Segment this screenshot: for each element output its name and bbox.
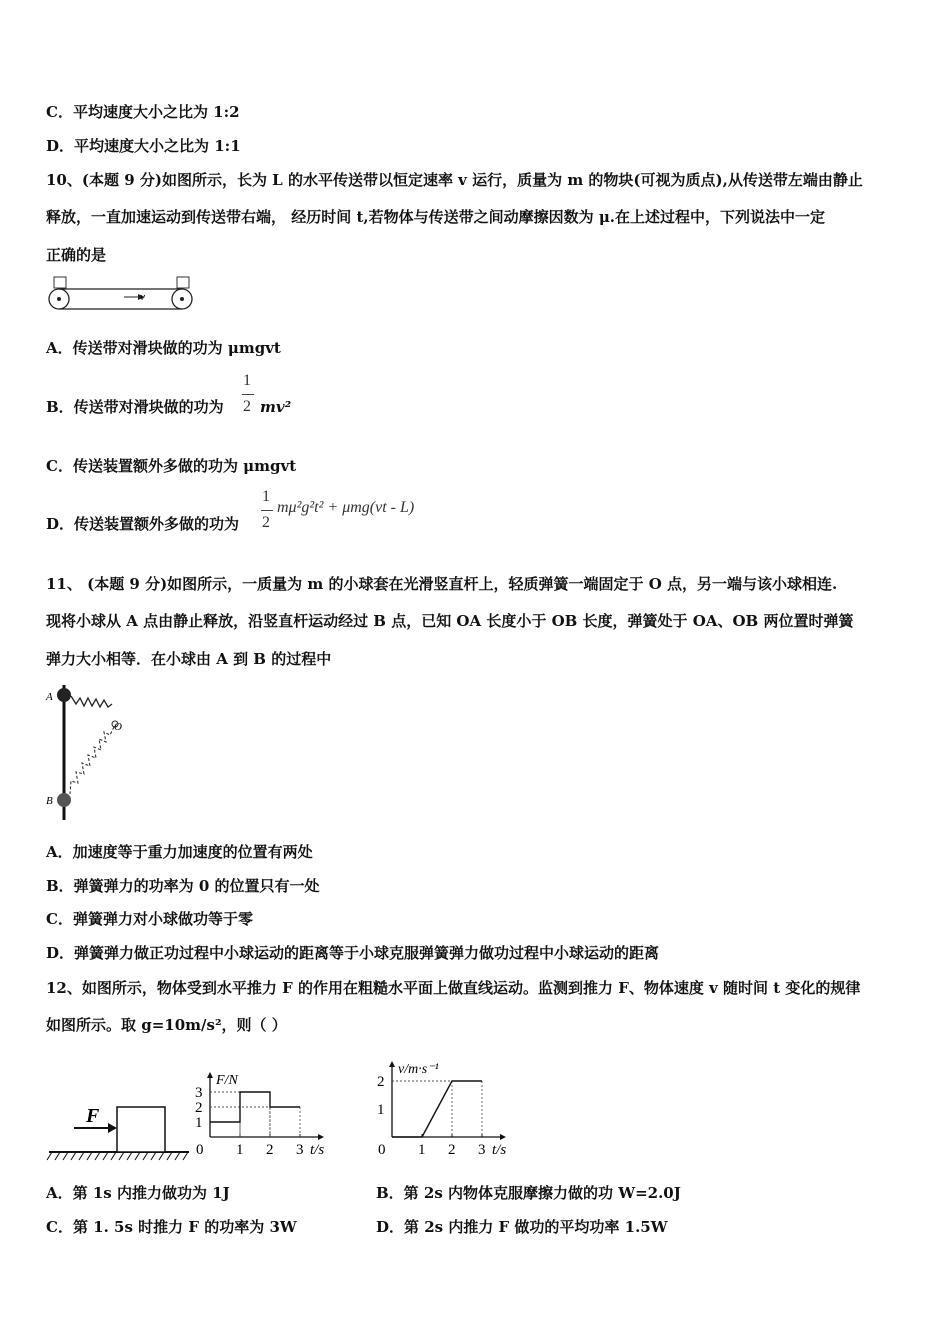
q9-option-c: C．平均速度大小之比为 1:2 (46, 103, 240, 121)
q10-option-b-fraction-bar (242, 394, 254, 395)
q10-stem-line2: 释放，一直加速运动到传送带右端， 经历时间 t,若物体与传送带之间动摩擦因数为 μ.在上述过程中，下列说法中一定 (46, 208, 826, 226)
q10-option-d: D．传送装置额外多做的功为 (46, 515, 240, 533)
q10-option-b-fraction-denominator: 2 (243, 398, 251, 415)
q10-stem-line3: 正确的是 (46, 246, 107, 264)
force-chart-y-axis-label: F/N (216, 1073, 238, 1088)
q10-stem-line1: 10、(本题 9 分)如图所示，长为 L 的水平传送带以恒定速率 v 运行，质量为 m 的物块(可视为质点),从传送带左端由静止 (46, 171, 863, 189)
q11-option-b: B．弹簧弹力的功率为 0 的位置只有一处 (46, 877, 320, 895)
q10-option-b-fraction-numerator: 1 (243, 372, 251, 389)
force-time-chart (190, 1043, 340, 1163)
spring-rod-figure (44, 680, 134, 825)
q11-stem-line1: 11、 (本题 9 分)如图所示，一质量为 m 的小球套在光滑竖直杆上，轻质弹簧一端固定于 O 点，另一端与该小球相连. (46, 575, 838, 593)
q12-option-a: A．第 1s 内推力做功为 1J (46, 1184, 230, 1202)
q12-option-b: B．第 2s 内物体克服摩擦力做的功 W=2.0J (376, 1184, 681, 1202)
q12-stem-line1: 12、如图所示，物体受到水平推力 F 的作用在粗糙水平面上做直线运动。监测到推力 F、物体速度 v 随时间 t 变化的规律 (46, 979, 861, 997)
velocity-chart-x-tick-label: 0 (378, 1142, 386, 1158)
velocity-chart-x-axis-label: t/s (492, 1142, 507, 1158)
force-chart-x-tick-label: 3 (296, 1142, 304, 1158)
q11-option-d: D．弹簧弹力做正功过程中小球运动的距离等于小球克服弹簧弹力做功过程中小球运动的距离 (46, 944, 660, 962)
conveyor-belt-figure (44, 275, 204, 315)
svg-text:v: v (140, 291, 145, 303)
q10-option-b-expression: mv² (260, 398, 292, 416)
q11-option-a: A．加速度等于重力加速度的位置有两处 (46, 843, 313, 861)
force-chart-x-tick-label: 1 (236, 1142, 244, 1158)
svg-text:F: F (86, 1105, 100, 1127)
force-chart-y-tick-label: 2 (195, 1100, 203, 1116)
q11-option-c: C．弹簧弹力对小球做功等于零 (46, 910, 253, 928)
force-chart-x-axis-arrow (318, 1134, 324, 1140)
q11-stem-line2: 现将小球从 A 点由静止释放，沿竖直杆运动经过 B 点，已知 OA 长度小于 OB 长度，弹簧处于 OA、OB 两位置时弹簧 (46, 612, 854, 630)
velocity-chart-series-line (392, 1081, 482, 1137)
velocity-time-chart (370, 1043, 530, 1163)
q9-option-d: D．平均速度大小之比为 1:1 (46, 137, 241, 155)
svg-text:O: O (114, 721, 122, 733)
q10-option-b: B．传送带对滑块做的功为 (46, 398, 224, 416)
q10-option-a: A．传送带对滑块做的功为 μmgvt (46, 339, 281, 357)
q10-option-d-fraction-numerator: 1 (262, 488, 270, 505)
q12-stem-line2: 如图所示。取 g=10m/s²，则（ ） (46, 1016, 287, 1034)
svg-text:B: B (46, 795, 53, 807)
q10-option-d-fraction-bar (261, 510, 273, 511)
velocity-chart-x-tick-label: 3 (478, 1142, 486, 1158)
velocity-chart-x-axis-arrow (500, 1134, 506, 1140)
velocity-chart-y-tick-label: 1 (377, 1102, 385, 1118)
q11-stem-line3: 弹力大小相等．在小球由 A 到 B 的过程中 (46, 650, 332, 668)
velocity-chart-x-tick-label: 2 (448, 1142, 456, 1158)
force-chart-x-tick-label: 0 (196, 1142, 204, 1158)
velocity-chart-y-axis-label: v/m·s⁻¹ (398, 1062, 439, 1077)
q12-option-d: D．第 2s 内推力 F 做功的平均功率 1.5W (376, 1218, 668, 1236)
velocity-chart-x-tick-label: 1 (418, 1142, 426, 1158)
force-chart-y-tick-label: 1 (195, 1115, 203, 1131)
block-on-ground-figure (44, 1100, 194, 1162)
force-chart-y-tick-label: 3 (195, 1085, 203, 1101)
q12-option-c: C．第 1. 5s 时推力 F 的功率为 3W (46, 1218, 297, 1236)
q10-option-d-fraction-denominator: 2 (262, 514, 270, 531)
velocity-chart-y-tick-label: 2 (377, 1074, 385, 1090)
q10-option-d-expression: mμ²g²t² + μmg(vt - L) (277, 499, 415, 516)
q10-option-c: C．传送装置额外多做的功为 μmgvt (46, 457, 297, 475)
svg-text:A: A (46, 691, 53, 703)
velocity-chart-y-axis-arrow (389, 1061, 395, 1067)
force-chart-x-axis-label: t/s (310, 1142, 325, 1158)
force-chart-x-tick-label: 2 (266, 1142, 274, 1158)
force-chart-y-axis-arrow (207, 1072, 213, 1078)
